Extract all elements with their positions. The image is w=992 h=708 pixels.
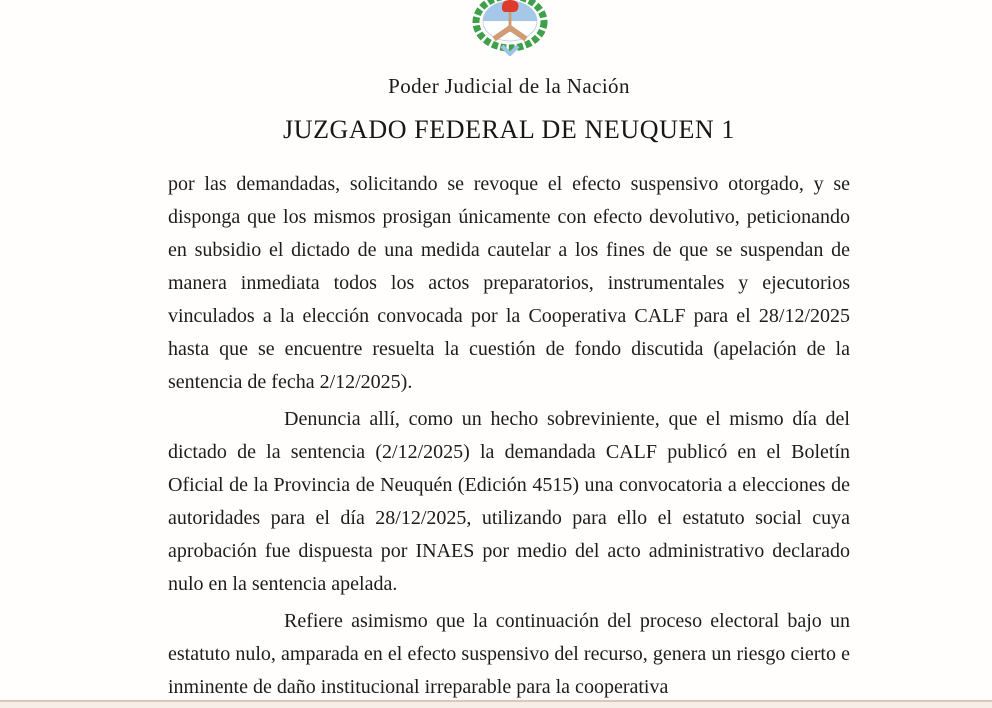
phrygian-cap — [502, 0, 519, 12]
paragraph-1: por las demandadas, solicitando se revoque el efecto suspensivo otorgado, y se disponga que los mismos prosigan únicamente con efecto devolutivo, peticionando en subsidio el dictado de una medida cautelar a los fines de que se suspendan de manera inmediata todos los actos preparatorios, instrumentales y ejecutorios vinculados a la elección convocada por la Cooperativa CALF para el 28/12/2025 hasta que se encuentre resuelta la cuestión de fondo discutida (apelación de la sentencia de fecha 2/12/2025). — [168, 173, 850, 393]
argentina-coat-of-arms-icon — [468, 0, 552, 56]
coat-of-arms-svg — [468, 0, 552, 56]
paragraph-3: Refiere asimismo que la continuación del proceso electoral bajo un estatuto nulo, amparada en el efecto suspensivo del recurso, genera un riesgo cierto e inminente de daño institucional irreparable para la cooperativa — [168, 610, 850, 698]
institution-title: Poder Judicial de la Nación — [388, 74, 630, 98]
document-content — [168, 0, 850, 708]
page-bottom-border — [0, 700, 992, 708]
hands-clasp — [507, 25, 514, 32]
paragraph-2: Denuncia allí, como un hecho sobreviniente, que el mismo día del dictado de la sentencia (2/12/2025) la demandada CALF publicó en el Boletín Oficial de la Provincia de Neuquén (Edición 4515) una convocatoria a elecciones de autoridades para el día 28/12/2025, utilizando para ello el estatuto social cuya aprobación fue dispuesta por INAES por medio del acto administrativo declarado nulo en la sentencia apelada. — [168, 408, 850, 595]
document-body — [168, 168, 850, 708]
court-title: JUZGADO FEDERAL DE NEUQUEN 1 — [282, 115, 736, 144]
